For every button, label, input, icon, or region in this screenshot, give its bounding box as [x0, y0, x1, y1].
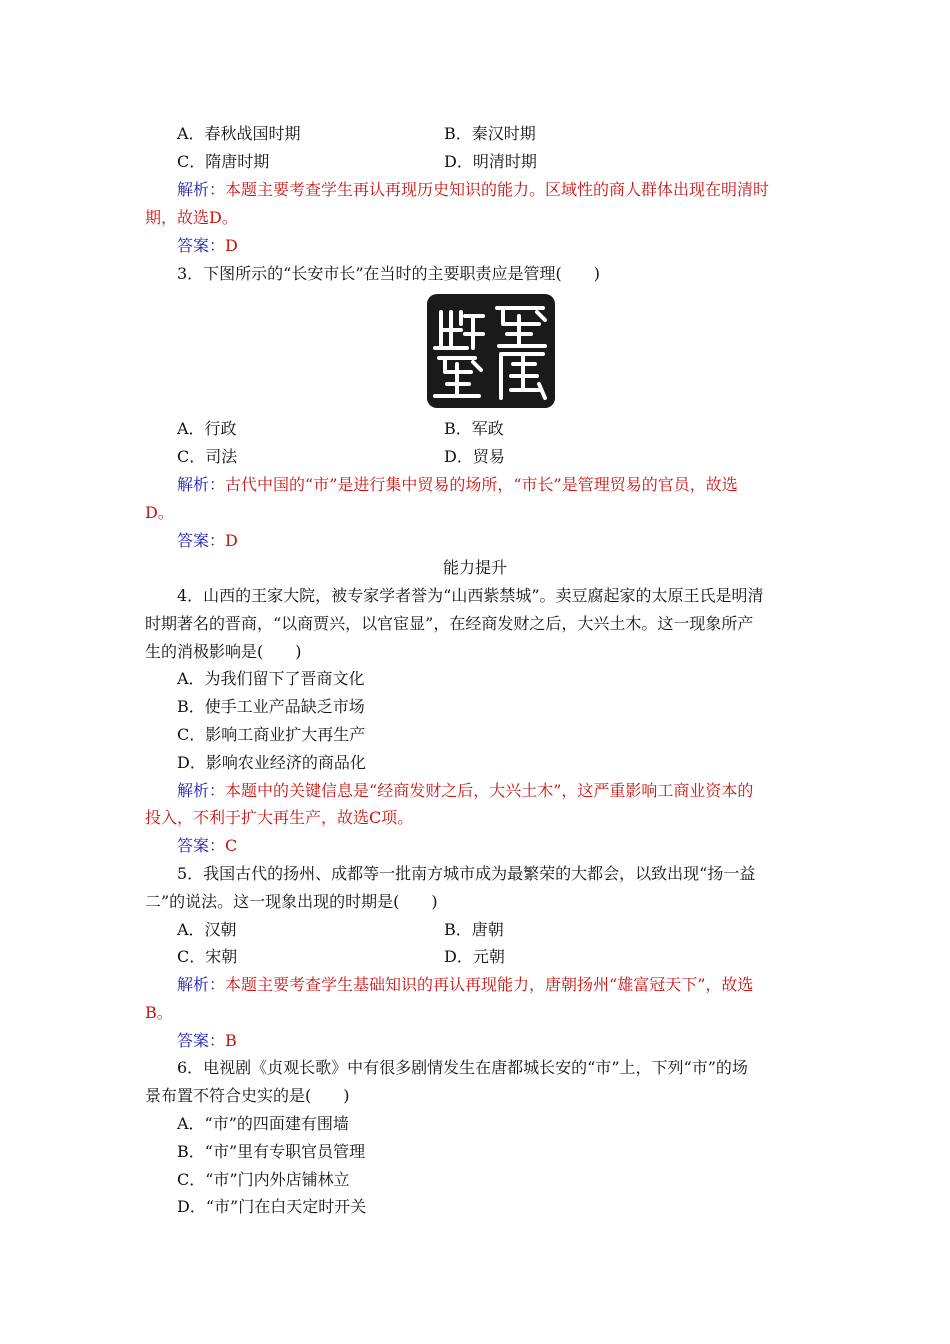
q3-explanation-line2: D。: [145, 503, 174, 522]
q4-explanation-line2: 投入，不利于扩大再生产，故选C项。: [145, 808, 414, 827]
q4-stem-line1: 4．山西的王家大院，被专家学者誉为“山西紫禁城”。卖豆腐起家的太原王氏是明清: [177, 586, 764, 605]
q2-option-d: D．明清时期: [444, 152, 537, 171]
seal-image: [427, 294, 555, 408]
q4-stem-line3: 生的消极影响是( ): [145, 642, 302, 661]
q6-option-c: C．“市”门内外店铺林立: [177, 1170, 350, 1189]
section-title: 能力提升: [442, 558, 507, 577]
q5-explanation-label: 解析：: [177, 975, 226, 994]
q6-option-a: A．“市”的四面建有围墙: [177, 1114, 349, 1133]
q5-option-b: B．唐朝: [444, 920, 504, 939]
q5-stem-line1: 5．我国古代的扬州、成都等一批南方城市成为最繁荣的大都会，以致出现“扬一益: [177, 864, 756, 883]
q4-option-a: A．为我们留下了晋商文化: [177, 669, 365, 688]
q4-option-b: B．使手工业产品缺乏市场: [177, 697, 365, 716]
q5-option-d: D．元朝: [444, 947, 505, 966]
q2-explanation-line2: 期，故选D。: [145, 208, 238, 227]
q5-answer: 答案：B: [177, 1031, 237, 1050]
q3-option-a: A．行政: [177, 419, 237, 438]
q3-option-c: C．司法: [177, 447, 238, 466]
q6-stem-line1: 6．电视剧《贞观长歌》中有很多剧情发生在唐都城长安的“市”上，下列“市”的场: [177, 1058, 748, 1077]
q2-explanation-line1: 解析：本题主要考查学生再认再现历史知识的能力。区域性的商人群体出现在明清时: [177, 180, 770, 199]
q5-option-a: A．汉朝: [177, 920, 237, 939]
q5-explanation-line1: 解析：本题主要考查学生基础知识的再认再现能力，唐朝扬州“雄富冠天下”，故选: [177, 975, 754, 994]
q2-answer: 答案：D: [177, 236, 238, 255]
q4-answer: 答案：C: [177, 836, 238, 855]
q3-answer: 答案：D: [177, 531, 238, 550]
q2-option-a: A．春秋战国时期: [177, 124, 301, 143]
q4-explanation-line1: 解析：本题中的关键信息是“经商发财之后，大兴土木”，这严重影响工商业资本的: [177, 781, 754, 800]
q4-option-d: D．影响农业经济的商品化: [177, 753, 366, 772]
q3-answer-value: D: [225, 531, 238, 550]
q2-explanation-label: 解析：: [177, 180, 226, 199]
q5-answer-value: B: [225, 1031, 237, 1050]
q3-explanation-line1: 解析：古代中国的“市”是进行集中贸易的场所，“市长”是管理贸易的官员，故选: [177, 475, 738, 494]
q5-option-c: C．宋朝: [177, 947, 238, 966]
q2-option-b: B．秦汉时期: [444, 124, 536, 143]
seal-stamp-icon: [427, 294, 555, 408]
q3-explanation-label: 解析：: [177, 475, 226, 494]
q6-stem-line2: 景布置不符合史实的是( ): [145, 1086, 350, 1105]
q5-explanation-line2: B。: [145, 1003, 173, 1022]
q4-option-c: C．影响工商业扩大再生产: [177, 725, 366, 744]
q6-option-b: B．“市”里有专职官员管理: [177, 1142, 366, 1161]
q5-stem-line2: 二”的说法。这一现象出现的时期是( ): [145, 892, 438, 911]
q4-answer-value: C: [225, 836, 238, 855]
q3-option-b: B．军政: [444, 419, 504, 438]
q3-stem: 3．下图所示的“长安市长”在当时的主要职责应是管理( ): [177, 264, 601, 283]
q4-stem-line2: 时期著名的晋商，“以商贾兴，以官宦显”，在经商发财之后，大兴土木。这一现象所产: [145, 614, 754, 633]
q6-option-d: D．“市”门在白天定时开关: [177, 1197, 367, 1216]
q2-answer-value: D: [225, 236, 238, 255]
q3-option-d: D．贸易: [444, 447, 505, 466]
q4-explanation-label: 解析：: [177, 781, 226, 800]
q2-option-c: C．隋唐时期: [177, 152, 270, 171]
